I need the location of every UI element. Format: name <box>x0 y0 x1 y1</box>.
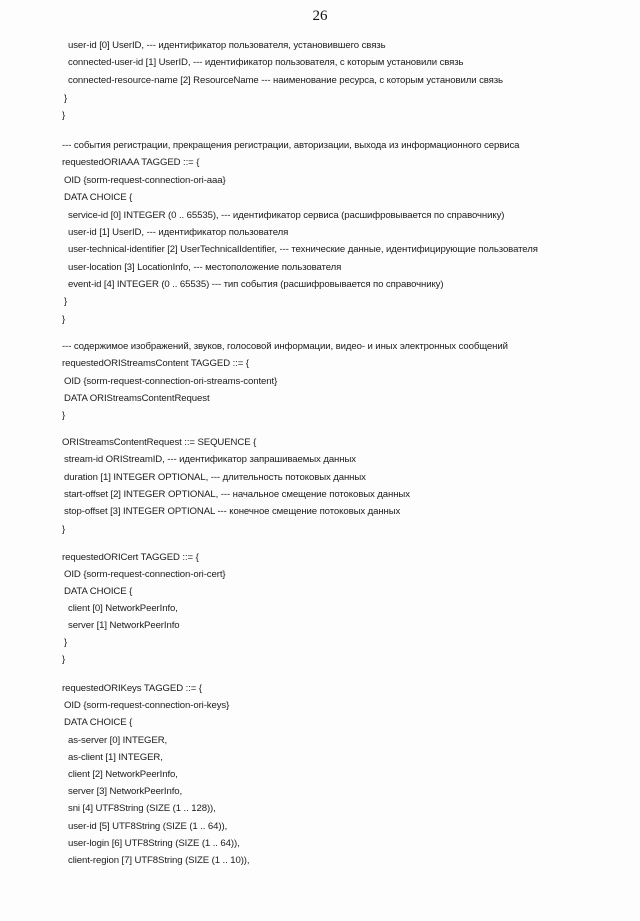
code-line: service-id [0] INTEGER (0 .. 65535), --- идентификатор сервиса (расшифровывается по справочнику) <box>68 210 505 221</box>
code-line: client [2] NetworkPeerInfo, <box>68 769 178 780</box>
code-line: OID {sorm-request-connection-ori-aaa} <box>64 175 226 186</box>
code-line: } <box>62 314 66 325</box>
code-line: user-login [6] UTF8String (SIZE (1 .. 64)), <box>68 838 240 849</box>
code-line: } <box>62 110 66 121</box>
code-line: requestedORICert TAGGED ::= { <box>62 552 199 563</box>
code-line: } <box>64 637 68 648</box>
comment-line: --- события регистрации, прекращения регистрации, авторизации, выхода из информационного сервиса <box>62 140 520 151</box>
code-line: DATA CHOICE { <box>64 586 133 597</box>
code-line: server [1] NetworkPeerInfo <box>68 620 180 631</box>
code-line: } <box>62 524 66 535</box>
code-line: user-location [3] LocationInfo, --- местоположение пользователя <box>68 262 342 273</box>
code-line: as-server [0] INTEGER, <box>68 735 168 746</box>
code-line: user-id [5] UTF8String (SIZE (1 .. 64)), <box>68 821 228 832</box>
code-line: client [0] NetworkPeerInfo, <box>68 603 178 614</box>
code-line: stream-id ORIStreamID, --- идентификатор запрашиваемых данных <box>64 454 356 465</box>
code-line: sni [4] UTF8String (SIZE (1 .. 128)), <box>68 803 216 814</box>
code-line: } <box>64 93 68 104</box>
code-line: user-id [1] UserID, --- идентификатор пользователя <box>68 227 289 238</box>
code-line: client-region [7] UTF8String (SIZE (1 .. 10)), <box>68 855 250 866</box>
code-line: } <box>62 654 66 665</box>
code-line: user-technical-identifier [2] UserTechnicalIdentifier, --- технические данные, идентифицирующие пользователя <box>68 244 538 255</box>
page-number: 26 <box>312 8 328 24</box>
code-line: stop-offset [3] INTEGER OPTIONAL --- конечное смещение потоковых данных <box>64 506 401 517</box>
code-line: connected-resource-name [2] ResourceName --- наименование ресурса, с которым установили связь <box>68 75 503 86</box>
code-line: requestedORIStreamsContent TAGGED ::= { <box>62 358 249 369</box>
code-line: connected-user-id [1] UserID, --- идентификатор пользователя, с которым установили связь <box>68 57 464 68</box>
code-line: DATA CHOICE { <box>64 192 133 203</box>
code-line: user-id [0] UserID, --- идентификатор пользователя, установившего связь <box>68 40 386 51</box>
code-line: server [3] NetworkPeerInfo, <box>68 786 183 797</box>
code-line: OID {sorm-request-connection-ori-streams-content} <box>64 376 278 387</box>
code-line: requestedORIKeys TAGGED ::= { <box>62 683 202 694</box>
code-line: } <box>64 296 68 307</box>
code-line: OID {sorm-request-connection-ori-cert} <box>64 569 226 580</box>
code-line: as-client [1] INTEGER, <box>68 752 163 763</box>
code-line: event-id [4] INTEGER (0 .. 65535) --- тип события (расшифровывается по справочнику) <box>68 279 444 290</box>
code-line: DATA CHOICE { <box>64 717 133 728</box>
code-line: OID {sorm-request-connection-ori-keys} <box>64 700 230 711</box>
code-line: duration [1] INTEGER OPTIONAL, --- длительность потоковых данных <box>64 472 366 483</box>
code-line: DATA ORIStreamsContentRequest <box>64 393 210 404</box>
code-line: start-offset [2] INTEGER OPTIONAL, --- начальное смещение потоковых данных <box>64 489 410 500</box>
comment-line: --- содержимое изображений, звуков, голосовой информации, видео- и иных электронных сообщений <box>62 341 508 352</box>
code-line: requestedORIAAA TAGGED ::= { <box>62 157 200 168</box>
code-line: ORIStreamsContentRequest ::= SEQUENCE { <box>62 437 257 448</box>
code-line: } <box>62 410 66 421</box>
